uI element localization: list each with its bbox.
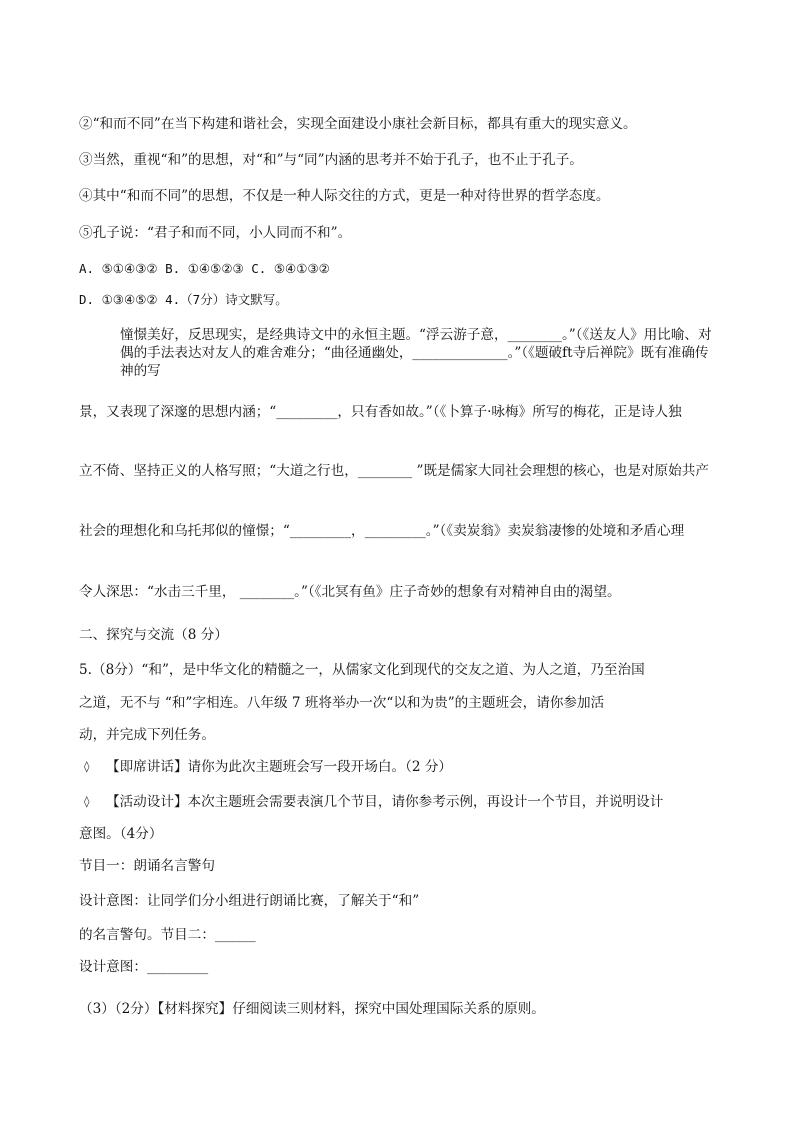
poetry-paragraph-3: 立不倚、坚持正义的人格写照；“大道之行也，________ ”既是儒家大同社会理想的核心，也是对原始共产 [79,463,709,479]
ordering-item-3: ③当然，重视“和”的思想，对“和”与“同”内涵的思考并不始于孔子，也不止于孔子。 [79,152,583,168]
task-2-bullet-icon: ◊ [84,795,90,808]
option-d-and-question-4: D. ①③④⑤② 4.（7分）诗文默写。 [79,292,288,307]
ordering-item-4: ④其中“和而不同”的思想，不仅是一种人际交往的方式，更是一种对待世界的哲学态度。 [79,188,610,204]
task-3-material-inquiry: （3）（2分）【材料探究】仔细阅读三则材料，探究中国处理国际关系的原则。 [79,1001,545,1017]
design-intent-2: 设计意图：_________ [79,959,209,975]
poetry-paragraph-1: 憧憬美好，反思现实，是经典诗文中的永恒主题。“浮云游子意，________。”（《送友人》用比喻、对偶的手法表达对友人的难舍难分；“曲径通幽处，______________。”（《题破ft寺后禅院》既有准确传神的写 [120,327,712,379]
question-5-line-2: 之道，无不与 “和”字相连。八年级 7 班将举办一次“以和为贵”的主题班会，请你参加活 [79,695,605,711]
program-2: 的名言警句。节目二：______ [79,927,256,943]
task-1-speech: 【即席讲话】请你为此次主题班会写一段开场白。（2 分） [106,759,453,775]
task-2-activity-line-2: 意图。（4分） [79,826,163,842]
design-intent-1: 设计意图：让同学们分小组进行朗诵比赛，了解关于“和” [79,893,420,909]
task-1-bullet-icon: ◊ [84,760,90,773]
task-2-activity-line-1: 【活动设计】本次主题班会需要表演几个节目，请你参考示例，再设计一个节目，并说明设计 [106,794,664,810]
question-5-line-1: 5.（8分）“和”，是中华文化的精髓之一，从儒家文化到现代的交友之道、为人之道，乃至治国 [79,662,645,678]
poetry-paragraph-5: 令人深思：“水击三千里， ________。”（《北冥有鱼》庄子奇妙的想象有对精神自由的渴望。 [79,584,621,600]
section-2-heading: 二、探究与交流（8 分） [79,627,228,643]
ordering-item-5: ⑤孔子说：“君子和而不同，小人同而不和”。 [79,225,352,241]
options-abc: A. ⑤①④③② B. ①④⑤②③ C. ⑤④①③② [79,261,330,276]
poetry-paragraph-2: 景，又表现了深邃的思想内涵；“_________，只有香如故。”（《卜算子·咏梅》所写的梅花，正是诗人独 [79,404,682,420]
poetry-paragraph-4: 社会的理想化和乌托邦似的憧憬；“_________，_________。”（《卖炭翁》卖炭翁凄惨的处境和矛盾心理 [79,523,685,539]
program-1: 节目一：朗诵名言警句 [79,858,215,874]
ordering-item-2: ②“和而不同”在当下构建和谐社会，实现全面建设小康社会新目标，都具有重大的现实意义。 [79,116,637,132]
question-5-line-3: 动，并完成下列任务。 [79,727,215,743]
